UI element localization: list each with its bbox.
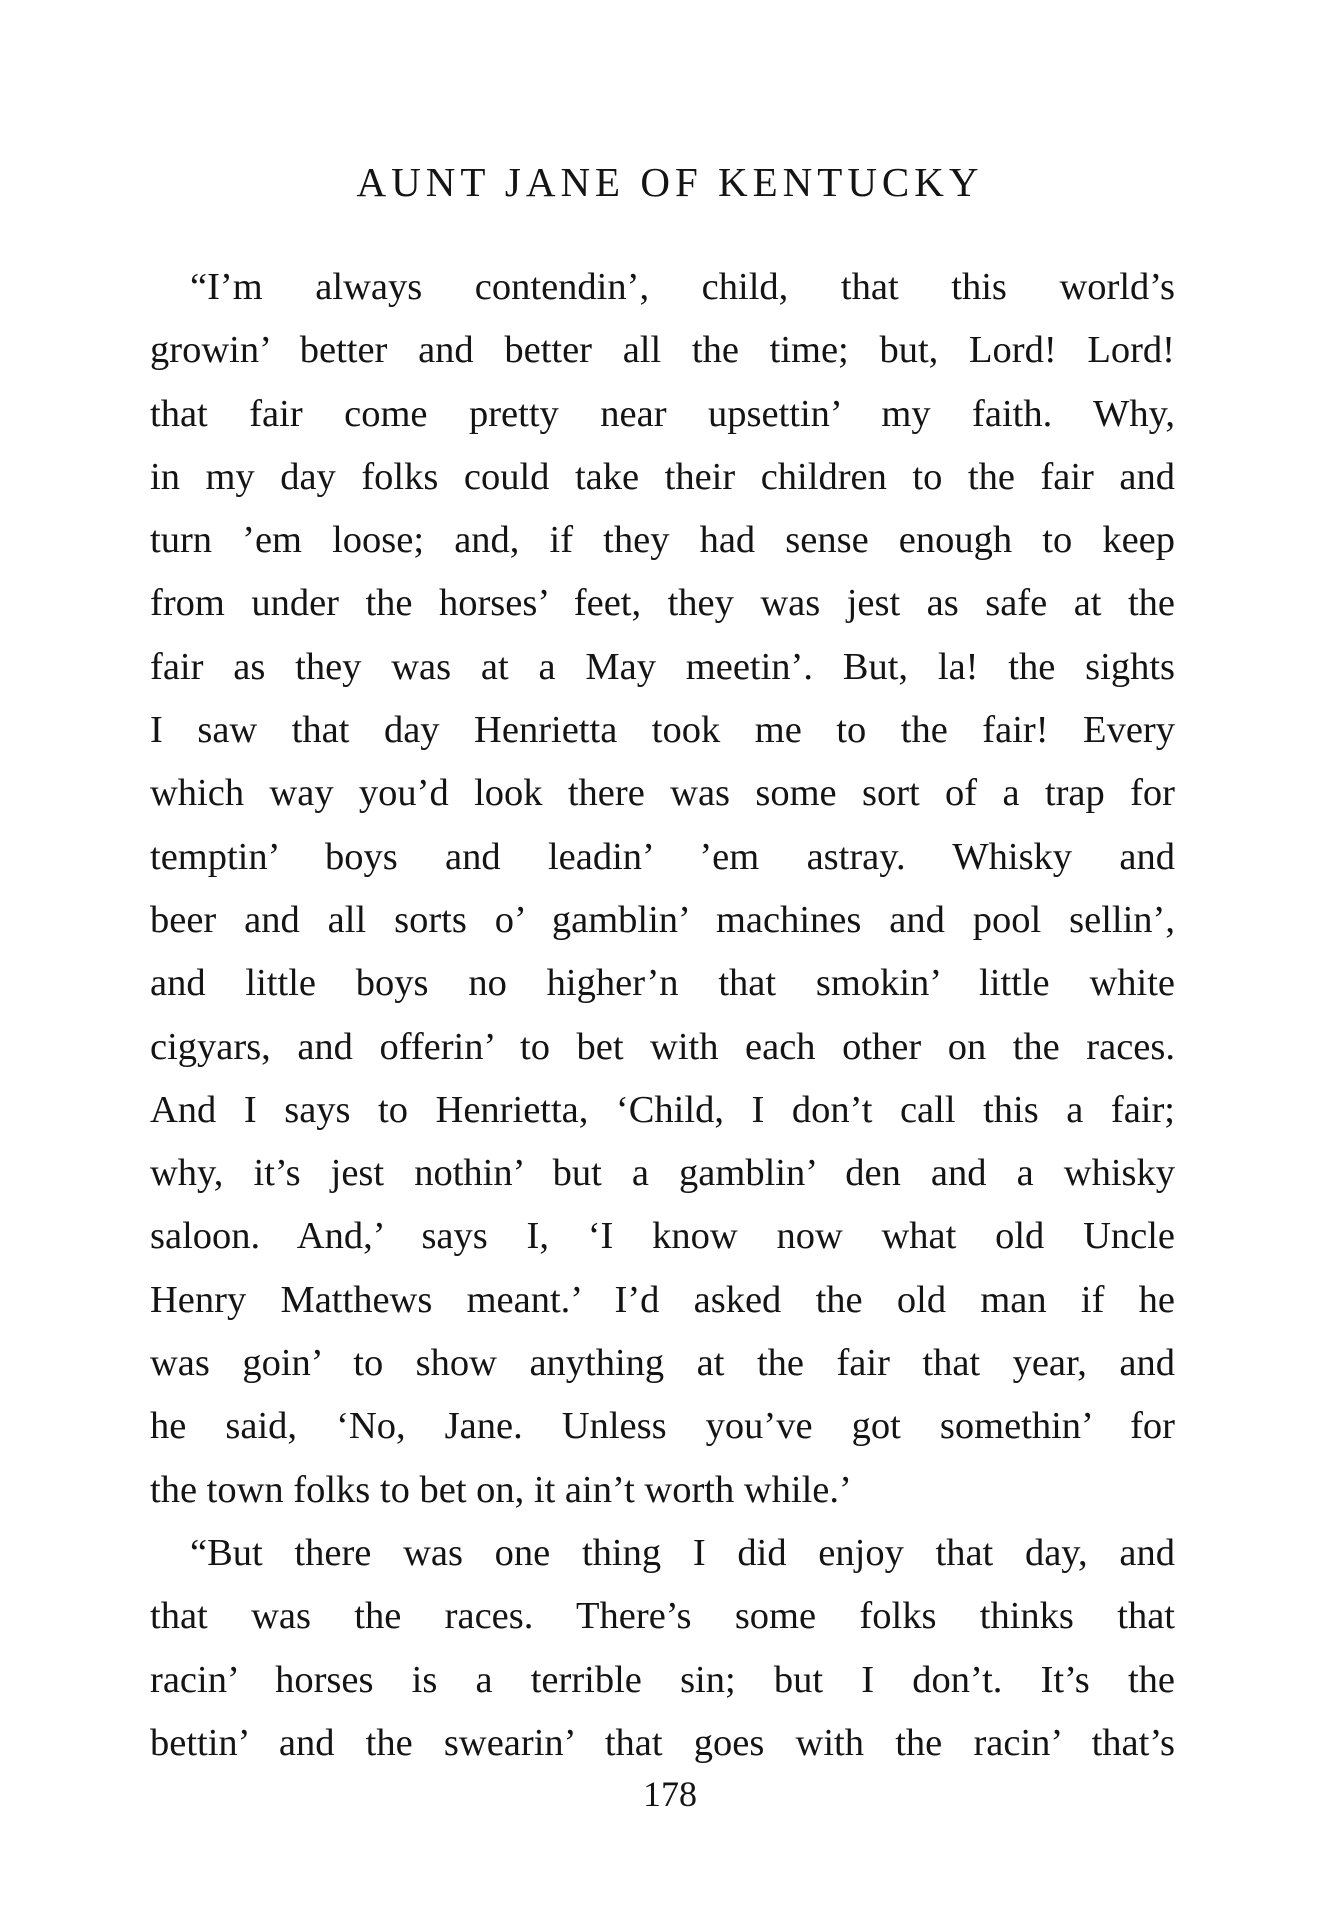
text-line: saloon. And,’ says I, ‘I know now what old Uncle bbox=[150, 1215, 1175, 1258]
text-line: temptin’ boys and leadin’ ’em astray. Whisky and bbox=[150, 835, 1175, 878]
text-line: And I says to Henrietta, ‘Child, I don’t call this a fair; bbox=[150, 1088, 1175, 1131]
paragraph-1 bbox=[150, 256, 1175, 1522]
text-line: racin’ horses is a terrible sin; but I don’t. It’s the bbox=[150, 1658, 1175, 1701]
paragraph-2 bbox=[150, 1522, 1175, 1775]
text-line: growin’ better and better all the time; but, Lord! Lord! bbox=[150, 329, 1175, 372]
text-line: that was the races. There’s some folks thinks that bbox=[150, 1595, 1175, 1638]
text-line: and little boys no higher’n that smokin’ little white bbox=[150, 962, 1175, 1005]
text-line: Henry Matthews meant.’ I’d asked the old man if he bbox=[150, 1278, 1175, 1321]
text-line: was goin’ to show anything at the fair that year, and bbox=[150, 1342, 1175, 1385]
text-line: bettin’ and the swearin’ that goes with the racin’ that’s bbox=[150, 1721, 1175, 1764]
text-line: “I’m always contendin’, child, that this world’s bbox=[190, 266, 1175, 308]
page-body bbox=[150, 256, 1175, 1775]
text-line: beer and all sorts o’ gamblin’ machines and pool sellin’, bbox=[150, 898, 1175, 941]
text-line: that fair come pretty near upsettin’ my faith. Why, bbox=[150, 392, 1175, 435]
page-number: 178 bbox=[643, 1774, 697, 1814]
text-line: the town folks to bet on, it ain’t worth while.’ bbox=[150, 1468, 852, 1511]
text-line: why, it’s jest nothin’ but a gamblin’ den and a whisky bbox=[150, 1152, 1175, 1195]
text-line: turn ’em loose; and, if they had sense enough to keep bbox=[150, 519, 1175, 562]
text-line: he said, ‘No, Jane. Unless you’ve got somethin’ for bbox=[150, 1405, 1175, 1448]
running-header: AUNT JANE OF KENTUCKY bbox=[356, 159, 984, 205]
text-line: which way you’d look there was some sort of a trap for bbox=[150, 772, 1175, 815]
text-line: fair as they was at a May meetin’. But, la! the sights bbox=[150, 645, 1175, 688]
text-line: I saw that day Henrietta took me to the fair! Every bbox=[150, 709, 1175, 752]
text-line: cigyars, and offerin’ to bet with each other on the races. bbox=[150, 1025, 1175, 1068]
text-line: “But there was one thing I did enjoy that day, and bbox=[190, 1531, 1175, 1574]
text-line: from under the horses’ feet, they was jest as safe at the bbox=[150, 582, 1175, 625]
text-line: in my day folks could take their children to the fair and bbox=[150, 455, 1175, 498]
